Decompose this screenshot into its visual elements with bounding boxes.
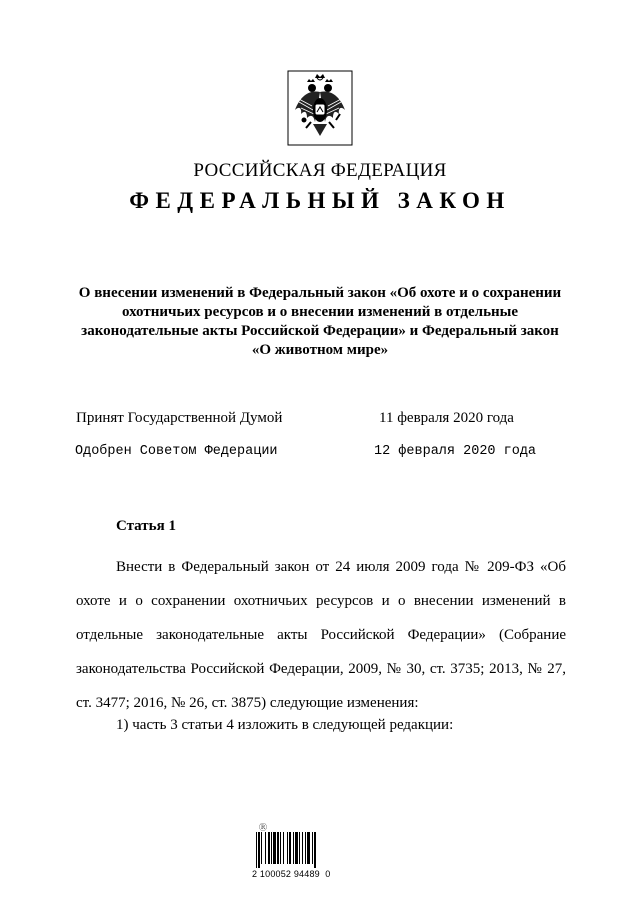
- registration-mark: Ⓡ: [259, 823, 267, 832]
- barcode-bar: [287, 832, 288, 864]
- barcode-bar: [289, 832, 291, 864]
- country-name: РОССИЙСКАЯ ФЕДЕРАЦИЯ: [193, 160, 447, 181]
- adopted-date: 11 февраля 2020 года: [379, 410, 514, 426]
- barcode-bar: [273, 832, 276, 864]
- law-title-line: охотничьих ресурсов и о внесении изменений в отдельные: [121, 304, 519, 320]
- barcode-bar: [258, 832, 260, 868]
- barcode-bar: [307, 832, 310, 864]
- barcode-bar: [295, 832, 298, 864]
- barcode-bar: [302, 832, 303, 864]
- adopted-by-duma-label: Принят Государственной Думой: [76, 410, 283, 426]
- law-title-line: законодательные акты Российской Федерации» и Федеральный закон: [81, 323, 559, 339]
- barcode-bar: [314, 832, 316, 868]
- approved-date: 12 февраля 2020 года: [374, 444, 537, 459]
- barcode-icon: [256, 832, 346, 868]
- coat-of-arms-icon: [287, 70, 353, 146]
- barcode-bar: [280, 832, 281, 864]
- law-title-line: «О животном мире»: [251, 342, 389, 358]
- article-paragraph: Внести в Федеральный закон от 24 июля 2009 года № 209-ФЗ «Об охоте и о сохранении охотничьих ресурсов и о внесении изменений в отдельные законодательные акты Российской Федерации» (Собрание законодательства Российской Федерации, 2009, № 30, ст. 3735; 2013, № 27, ст. 3477; 2016, № 26, ст. 3875) следующие изменения:: [76, 559, 566, 711]
- barcode-bar: [305, 832, 306, 864]
- barcode-bar: [268, 832, 270, 864]
- law-title-line: О внесении изменений в Федеральный закон «Об охоте и о сохранении: [78, 285, 562, 301]
- barcode-bar: [299, 832, 300, 864]
- approved-by-council-label: Одобрен Советом Федерации: [75, 444, 278, 459]
- document-type: ФЕДЕРАЛЬНЫЙ ЗАКОН: [129, 188, 511, 213]
- law-title: [70, 284, 570, 360]
- article-item: 1) часть 3 статьи 4 изложить в следующей редакции:: [116, 717, 454, 733]
- barcode-bar: [312, 832, 313, 864]
- barcode-number: 2 100052 94489 0: [252, 869, 331, 879]
- barcode-bar: [277, 832, 279, 864]
- barcode-bar: [271, 832, 272, 864]
- barcode-bar: [261, 832, 262, 864]
- barcode-bar: [293, 832, 294, 864]
- barcode-bar: [256, 832, 257, 868]
- barcode-block: [252, 822, 348, 880]
- barcode-bar: [283, 832, 284, 864]
- article-heading: Статья 1: [116, 518, 176, 534]
- barcode-bar: [265, 832, 266, 864]
